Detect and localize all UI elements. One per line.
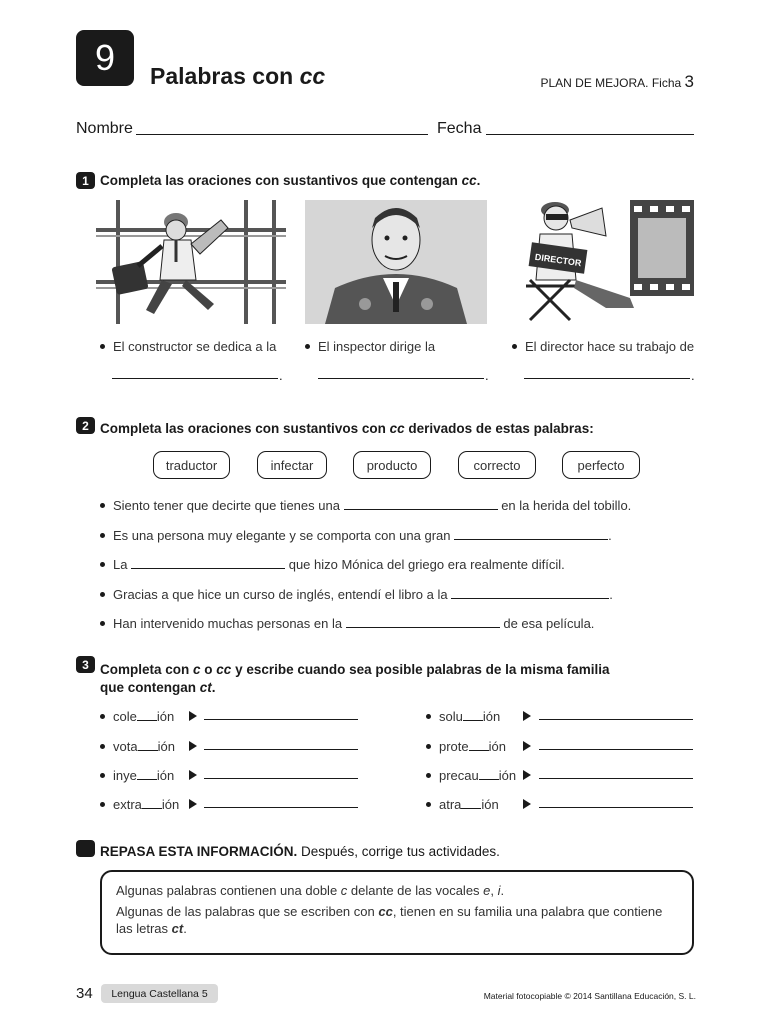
bullet [100,621,105,626]
arrow-right-icon [523,799,531,809]
review-info-box [100,870,694,955]
ex1-answer-line-2[interactable] [318,378,484,379]
ex1-sentence-1: El constructor se dedica a la [100,339,276,354]
arrow-right-icon [189,770,197,780]
exercise-2-number: 2 [76,417,95,434]
ex2-sentence-1: Siento tener que decirte que tienes una en la herida del tobillo. [100,498,631,513]
ex3-gap[interactable] [138,741,158,751]
ex3-gap[interactable] [142,799,162,809]
word-box-producto: producto [353,451,431,479]
bullet [100,802,105,807]
bullet [305,344,310,349]
bullet [100,503,105,508]
ex2-answer-blank-3[interactable] [131,559,285,569]
ex2-sentence-5: Han intervenido muchas personas en la de esa película. [100,616,594,631]
period: . [279,368,283,383]
name-field[interactable] [136,134,428,135]
arrow-right-icon [189,711,197,721]
ex3-item-solu: solu ión [426,709,500,724]
exercise-3-number: 3 [76,656,95,673]
bullet [100,533,105,538]
ex2-sentence-2: Es una persona muy elegante y se comporta con una gran . [100,528,612,543]
ex3-item-inye: inye ión [100,768,174,783]
arrow-right-icon [523,711,531,721]
period: . [691,368,695,383]
ex3-gap[interactable] [479,770,499,780]
bullet [100,344,105,349]
arrow-right-icon [523,741,531,751]
ex2-answer-blank-1[interactable] [344,500,498,510]
bullet [512,344,517,349]
plan-label: PLAN DE MEJORA. Ficha 3 [540,72,694,91]
ex3-family-line[interactable] [539,778,693,779]
ex2-sentence-4: Gracias a que hice un curso de inglés, entendí el libro a la . [100,587,613,602]
ex2-answer-blank-2[interactable] [454,530,608,540]
ex2-answer-blank-4[interactable] [451,589,609,599]
ex3-family-line[interactable] [539,807,693,808]
ex3-item-atra: atra ión [426,797,499,812]
ex1-answer-line-3[interactable] [524,378,690,379]
bullet [100,714,105,719]
bullet [100,744,105,749]
word-box-perfecto: perfecto [562,451,640,479]
ex3-item-vota: vota ión [100,739,175,754]
bullet [100,562,105,567]
constructor-illustration [96,200,286,324]
period: . [485,368,489,383]
ex3-item-precau: precau ión [426,768,516,783]
ex3-gap[interactable] [463,711,483,721]
bullet [100,773,105,778]
date-field[interactable] [486,134,694,135]
exercise-2-instruction: Completa las oraciones con sustantivos con cc derivados de estas palabras: [100,421,594,436]
arrow-right-icon [189,741,197,751]
bullet [426,714,431,719]
ex3-gap[interactable] [461,799,481,809]
review-heading: REPASA ESTA INFORMACIÓN. Después, corrige tus actividades. [100,844,500,859]
ex3-item-extra: extra ión [100,797,179,812]
name-date-row [76,120,694,140]
page-title: Palabras con cc [150,63,326,89]
review-line-2: Algunas de las palabras que se escriben con cc, tienen en su familia una palabra que contiene las letras ct. [116,904,663,936]
ex3-gap[interactable] [469,741,489,751]
arrow-right-icon [523,770,531,780]
director-illustration [510,200,694,324]
exercise-1-number: 1 [76,172,95,189]
ex3-gap[interactable] [137,711,157,721]
bullet [426,802,431,807]
review-marker [76,840,95,857]
copyright-notice: Material fotocopiable © 2014 Santillana Educación, S. L. [483,991,696,1001]
name-label: Nombre [76,120,133,137]
inspector-illustration [305,200,487,324]
ex1-sentence-2: El inspector dirige la [305,339,435,354]
ex3-gap[interactable] [137,770,157,780]
bullet [426,744,431,749]
director-chair-text: DIRECTOR [534,251,583,269]
unit-number-badge [76,30,134,86]
ex3-item-cole: cole ión [100,709,174,724]
unit-number: 9 [94,37,116,78]
ex3-family-line[interactable] [204,807,358,808]
ex2-sentence-3: La que hizo Mónica del griego era realmente difícil. [100,557,565,572]
exercise-3-instruction: Completa con c o cc y escribe cuando sea posible palabras de la misma familia que contengan ct. [100,662,610,695]
ex3-family-line[interactable] [539,719,693,720]
ex3-family-line[interactable] [204,749,358,750]
exercise-1-instruction: Completa las oraciones con sustantivos que contengan cc. [100,173,481,188]
ex3-family-line[interactable] [204,719,358,720]
date-label: Fecha [437,120,482,137]
ex1-answer-line-1[interactable] [112,378,278,379]
review-line-1: Algunas palabras contienen una doble c delante de las vocales e, i. [116,883,505,898]
word-box-infectar: infectar [257,451,327,479]
arrow-right-icon [189,799,197,809]
bullet [426,773,431,778]
ex2-answer-blank-5[interactable] [346,618,500,628]
bullet [100,592,105,597]
book-title-badge: Lengua Castellana 5 [101,984,218,1003]
word-box-traductor: traductor [153,451,230,479]
ex3-family-line[interactable] [204,778,358,779]
page-number: 34 [76,985,93,1002]
ex3-family-line[interactable] [539,749,693,750]
ex3-item-prote: prote ión [426,739,506,754]
word-box-correcto: correcto [458,451,536,479]
ex1-sentence-3: El director hace su trabajo de [512,339,694,354]
